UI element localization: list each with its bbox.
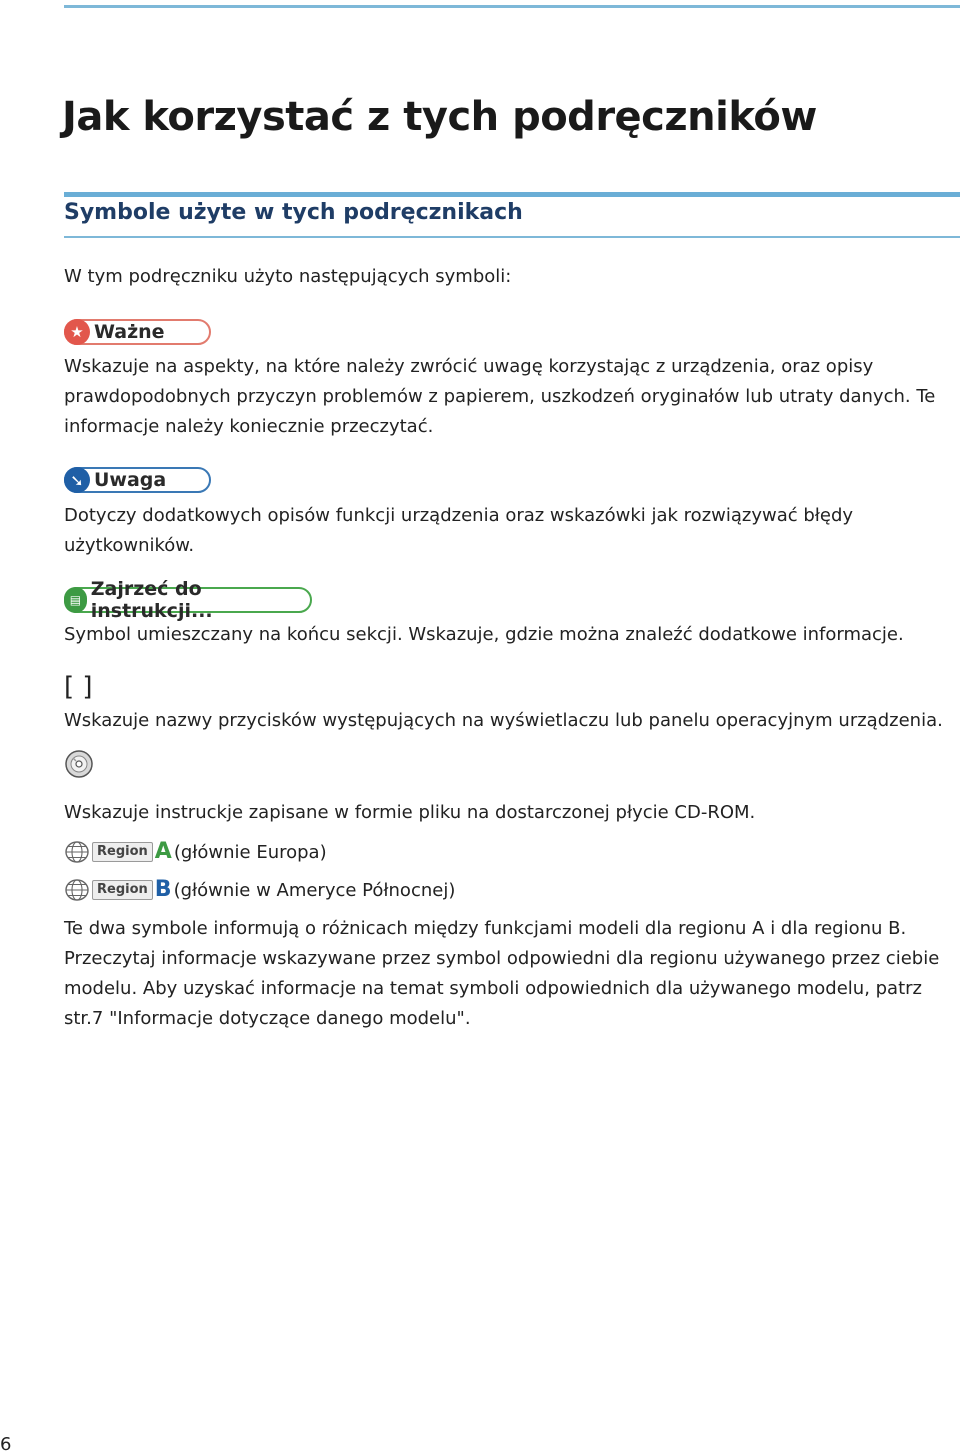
closing-line-4: str.7 "Informacje dotyczące danego modelu". (64, 1008, 471, 1029)
region-b-marker (64, 878, 455, 902)
important-desc-line-2: prawdopodobnych przyczyn problemów z papierem, uszkodzeń oryginałów lub utraty danych. Te (64, 386, 936, 407)
region-b-label: (głównie w Ameryce Północnej) (173, 879, 456, 901)
page-number: 6 (0, 1434, 12, 1455)
reference-badge (64, 578, 312, 622)
note-badge (64, 467, 211, 493)
important-desc-line-3: informacje należy koniecznie przeczytać. (64, 416, 434, 437)
cd-rom-icon (64, 749, 94, 779)
region-a-letter: A (154, 839, 172, 864)
important-desc-line-1: Wskazuje na aspekty, na które należy zwrócić uwagę korzystając z urządzenia, oraz opisy (64, 356, 874, 377)
reference-desc: Symbol umieszczany na końcu sekcji. Wskazuje, gdzie można znaleźć dodatkowe informacje. (64, 624, 904, 645)
top-rule (64, 5, 960, 8)
region-a-tag: Region (92, 842, 153, 862)
closing-line-2: Przeczytaj informacje wskazywane przez symbol odpowiedni dla regionu używanego przez ciebie (64, 948, 940, 969)
region-b-letter: B (154, 877, 172, 902)
page-title: Jak korzystać z tych podręczników (62, 94, 817, 140)
important-badge (64, 319, 211, 345)
document-icon: ▤ (64, 587, 87, 613)
section-rule-bottom (64, 236, 960, 238)
note-desc-line-2: użytkowników. (64, 535, 195, 556)
reference-label: Zajrzeć do instrukcji... (90, 578, 213, 622)
globe-icon (64, 878, 90, 902)
brackets-desc: Wskazuje nazwy przycisków występujących na wyświetlaczu lub panelu operacyjnym urządzenia. (64, 710, 943, 731)
intro-text: W tym podręczniku użyto następujących symboli: (64, 266, 512, 287)
region-a-label: (głównie Europa) (173, 841, 327, 863)
region-a-marker (64, 840, 327, 864)
brackets-symbol: [ ] (64, 672, 93, 702)
closing-line-3: modelu. Aby uzyskać informacje na temat symboli odpowiednich dla używanego modelu, patrz (64, 978, 922, 999)
section-title: Symbole użyte w tych podręcznikach (64, 200, 523, 225)
cd-rom-desc: Wskazuje instruckje zapisane w formie pliku na dostarczonej płycie CD-ROM. (64, 802, 756, 823)
globe-icon (64, 840, 90, 864)
region-b-tag: Region (92, 880, 153, 900)
arrow-down-icon: ➘ (64, 467, 90, 493)
note-label: Uwaga (94, 469, 167, 491)
note-desc-line-1: Dotyczy dodatkowych opisów funkcji urządzenia oraz wskazówki jak rozwiązywać błędy (64, 505, 854, 526)
closing-line-1: Te dwa symbole informują o różnicach między funkcjami modeli dla regionu A i dla regionu B. (64, 918, 907, 939)
important-label: Ważne (94, 321, 165, 343)
star-icon: ★ (64, 319, 90, 345)
section-rule-top (64, 192, 960, 197)
